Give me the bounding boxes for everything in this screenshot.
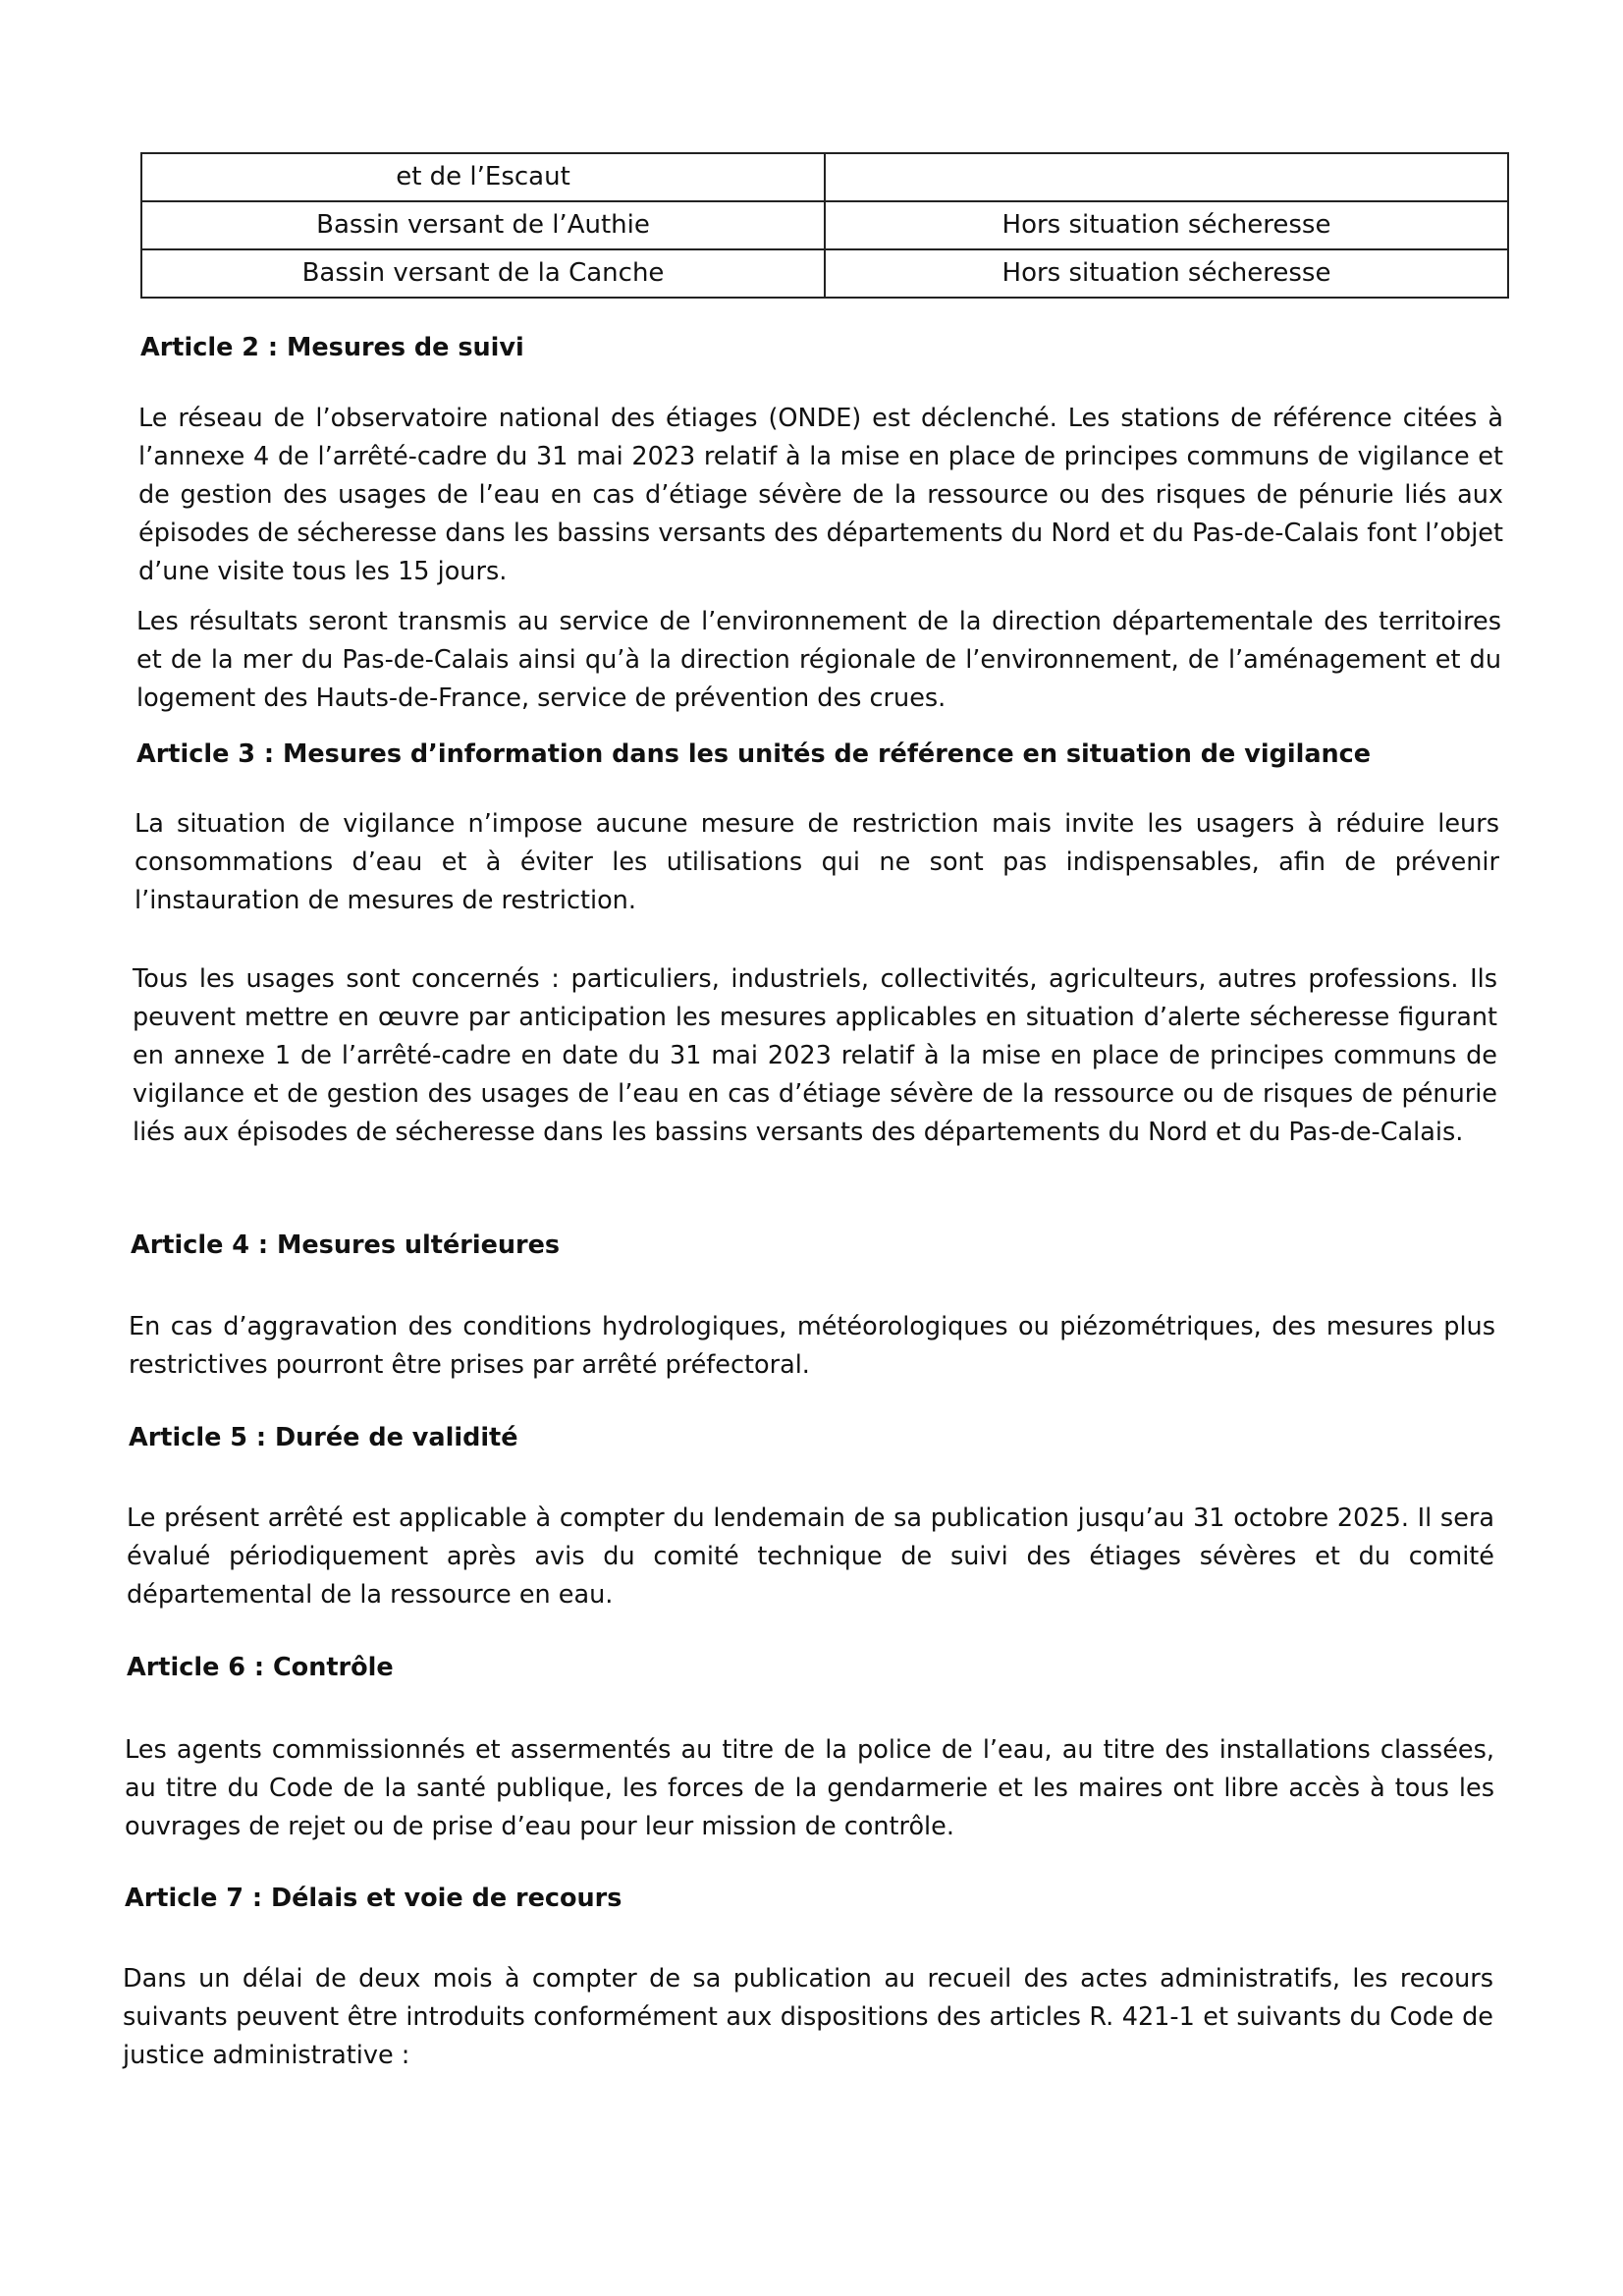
zone-cell: et de l’Escaut (141, 153, 825, 201)
zone-cell: Bassin versant de la Canche (141, 249, 825, 298)
article-7-paragraph-1: Dans un délai de deux mois à compter de sa publication au recueil des actes administratifs, les recours suivants peuvent être introduits conformément aux dispositions des articles R. 421-1 et suivants du Code de justice administrative : (123, 1964, 1493, 2070)
article-6-paragraph-1: Les agents commissionnés et assermentés au titre de la police de l’eau, au titre des installations classées, au titre du Code de la santé publique, les forces de la gendarmerie et les maires ont libre accès à tous les ouvrages de rejet ou de prise d’eau pour leur mission de contrôle. (125, 1735, 1494, 1841)
table-row (141, 153, 1508, 201)
article-5-paragraph-1: Le présent arrêté est applicable à compter du lendemain de sa publication jusqu’au 31 octobre 2025. Il sera évalué périodiquement après avis du comité technique de suivi des étiages sévères et du comité départemental de la ressource en eau. (127, 1503, 1494, 1610)
article-7-heading: Article 7 : Délais et voie de recours (125, 1884, 622, 1913)
article-4-paragraph-1: En cas d’aggravation des conditions hydrologiques, météorologiques ou piézométriques, des mesures plus restrictives pourront être prises par arrêté préfectoral. (129, 1312, 1495, 1380)
status-cell: Hors situation sécheresse (825, 201, 1508, 249)
article-6-heading: Article 6 : Contrôle (127, 1653, 394, 1682)
status-cell (825, 153, 1508, 201)
article-2-paragraph-1: Le réseau de l’observatoire national des étiages (ONDE) est déclenché. Les stations de référence citées à l’annexe 4 de l’arrêté-cadre du 31 mai 2023 relatif à la mise en place de principes communs de vigilance et de gestion des usages de l’eau en cas d’étiage sévère de la ressource ou des risques de pénurie liés aux épisodes de sécheresse dans les bassins versants des départements du Nord et du Pas-de-Calais font l’objet d’une visite tous les 15 jours. (138, 404, 1503, 586)
article-2-heading: Article 2 : Mesures de suivi (140, 333, 524, 362)
article-3-heading: Article 3 : Mesures d’information dans les unités de référence en situation de vigilance (136, 739, 1372, 769)
zones-status-table (140, 152, 1509, 299)
article-3-paragraph-2: Tous les usages sont concernés : particuliers, industriels, collectivités, agriculteurs, autres professions. Ils peuvent mettre en œuvre par anticipation les mesures applicables en situation d’alerte sécheresse figurant en annexe 1 de l’arrêté-cadre en date du 31 mai 2023 relatif à la mise en place de principes communs de vigilance et de gestion des usages de l’eau en cas d’étiage sévère de la ressource ou de risques de pénurie liés aux épisodes de sécheresse dans les bassins versants des départements du Nord et du Pas-de-Calais. (133, 964, 1497, 1147)
article-3-paragraph-1: La situation de vigilance n’impose aucune mesure de restriction mais invite les usagers à réduire leurs consommations d’eau et à éviter les utilisations qui ne sont pas indispensables, afin de prévenir l’instauration de mesures de restriction. (135, 809, 1499, 915)
article-2-paragraph-2: Les résultats seront transmis au service de l’environnement de la direction départementale des territoires et de la mer du Pas-de-Calais ainsi qu’à la direction régionale de l’environnement, de l’aménagement et du logement des Hauts-de-France, service de prévention des crues. (136, 607, 1501, 713)
article-4-heading: Article 4 : Mesures ultérieures (131, 1230, 561, 1260)
table-row (141, 201, 1508, 249)
article-5-heading: Article 5 : Durée de validité (129, 1423, 518, 1452)
zone-cell: Bassin versant de l’Authie (141, 201, 825, 249)
status-cell: Hors situation sécheresse (825, 249, 1508, 298)
table-row (141, 249, 1508, 298)
